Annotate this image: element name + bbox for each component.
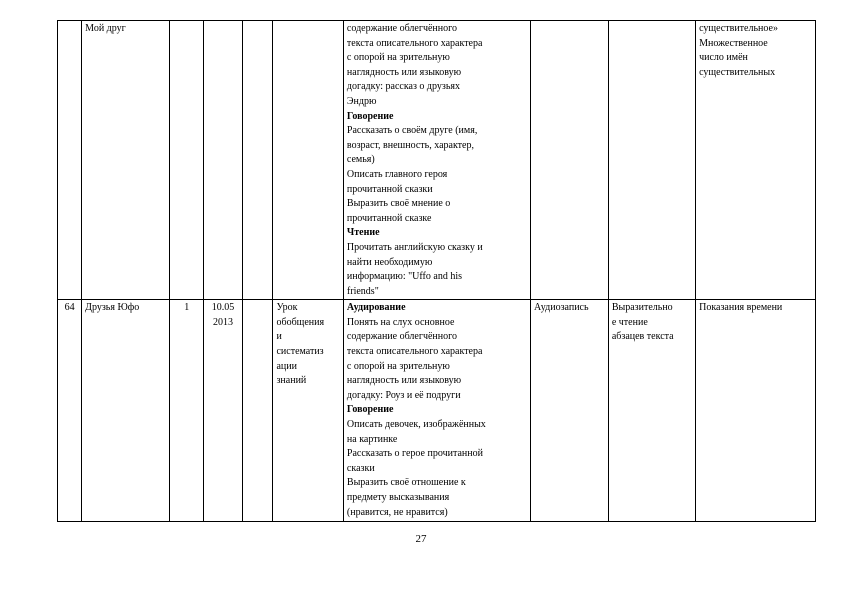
text-line: знаний xyxy=(276,375,307,387)
date-line: 10.05 xyxy=(211,302,235,314)
table-row xyxy=(58,300,816,522)
text-line: систематиз xyxy=(276,346,324,358)
activity-line: предмету высказывания xyxy=(346,492,450,503)
control-form: Аудиозапись xyxy=(534,302,589,314)
activities-list xyxy=(347,301,527,520)
date-line: 2013 xyxy=(213,316,234,328)
control-cell xyxy=(531,21,609,300)
hours-cell xyxy=(170,300,204,522)
activity-line: с опорой на зрительную xyxy=(346,360,450,372)
lesson-topic: Друзья Юфо xyxy=(85,302,140,314)
activity-line: friends" xyxy=(346,285,379,297)
lesson-type-cell xyxy=(273,21,343,300)
activity-line: текста описательного характера xyxy=(346,346,483,358)
activity-line: содержание облегчённого xyxy=(346,331,457,343)
lesson-plan-table xyxy=(57,20,816,522)
text-line: ации xyxy=(276,360,297,372)
text-line: Множественное xyxy=(699,37,768,49)
text-line: существительное» xyxy=(699,23,778,34)
activity-line: Рассказать о своём друге (имя, xyxy=(346,125,478,137)
grammar-topic: Показания времени xyxy=(699,302,783,314)
activities-cell xyxy=(343,21,530,300)
reading-cell xyxy=(608,21,695,300)
lesson-number-cell xyxy=(58,21,82,300)
activity-line: догадку: рассказ о друзьях xyxy=(346,81,460,93)
text-line: число имён xyxy=(699,52,748,64)
activity-line: содержание облегчённого xyxy=(346,23,457,34)
text-line: е чтение xyxy=(611,316,648,328)
activity-line: (нравится, не нравится) xyxy=(346,506,448,518)
reading-list xyxy=(612,301,692,345)
activity-line: на картинке xyxy=(346,433,398,445)
page-number: 27 xyxy=(415,533,427,545)
activity-heading: Говорение xyxy=(346,110,394,122)
text-line: обобщения xyxy=(276,316,325,328)
lesson-hours: 1 xyxy=(184,302,190,314)
text-line: Выразительно xyxy=(611,302,673,314)
text-line: Урок xyxy=(276,302,298,314)
hours-cell xyxy=(170,21,204,300)
table-row xyxy=(58,21,816,300)
activity-line: Понять на слух основное xyxy=(346,316,455,328)
activity-line: текста описательного характера xyxy=(346,37,483,49)
activity-line: Выразить своё отношение к xyxy=(346,477,466,489)
activity-line: семья) xyxy=(346,154,375,166)
activity-line: догадку: Роуз и её подруги xyxy=(346,389,461,401)
activity-line: прочитанной сказке xyxy=(346,212,432,224)
activities-cell xyxy=(343,300,530,522)
grammar-cell xyxy=(696,21,816,300)
activity-line: прочитанной сказки xyxy=(346,183,433,195)
activity-line: наглядность или языковую xyxy=(346,375,462,387)
lesson-number: 64 xyxy=(64,302,75,314)
lesson-topic: Мой друг xyxy=(85,23,126,34)
activities-list xyxy=(347,22,527,299)
actual-date-cell xyxy=(243,300,273,522)
text-line: и xyxy=(276,331,282,343)
activity-heading: Аудирование xyxy=(346,302,406,314)
activity-line: Описать девочек, изображённых xyxy=(346,419,486,431)
activity-line: Описать главного героя xyxy=(346,168,448,180)
activity-line: с опорой на зрительную xyxy=(346,52,450,64)
activity-heading: Чтение xyxy=(346,227,380,239)
text-line: абзацев текста xyxy=(611,331,674,343)
activity-line: возраст, внешность, характер, xyxy=(346,139,474,151)
control-cell xyxy=(531,300,609,522)
lesson-topic-cell xyxy=(82,21,170,300)
activity-line: Прочитать английскую сказку и xyxy=(346,241,483,253)
activity-line: Эндрю xyxy=(346,95,377,107)
grammar-list xyxy=(699,22,812,80)
lesson-type-list xyxy=(276,301,339,389)
lesson-type-cell xyxy=(273,300,343,522)
text-line: существительных xyxy=(699,66,776,78)
activity-line: сказки xyxy=(346,462,375,474)
lesson-topic-cell xyxy=(82,300,170,522)
activity-line: наглядность или языковую xyxy=(346,66,462,78)
date-cell xyxy=(204,300,243,522)
activity-line: информацию: "Uffo and his xyxy=(346,271,462,283)
activity-line: Рассказать о герое прочитанной xyxy=(346,448,483,460)
activity-heading: Говорение xyxy=(346,404,394,416)
activity-line: Выразить своё мнение о xyxy=(346,198,451,210)
grammar-cell xyxy=(696,300,816,522)
actual-date-cell xyxy=(243,21,273,300)
lesson-number-cell xyxy=(58,300,82,522)
activity-line: найти необходимую xyxy=(346,256,433,268)
reading-cell xyxy=(608,300,695,522)
date-cell xyxy=(204,21,243,300)
